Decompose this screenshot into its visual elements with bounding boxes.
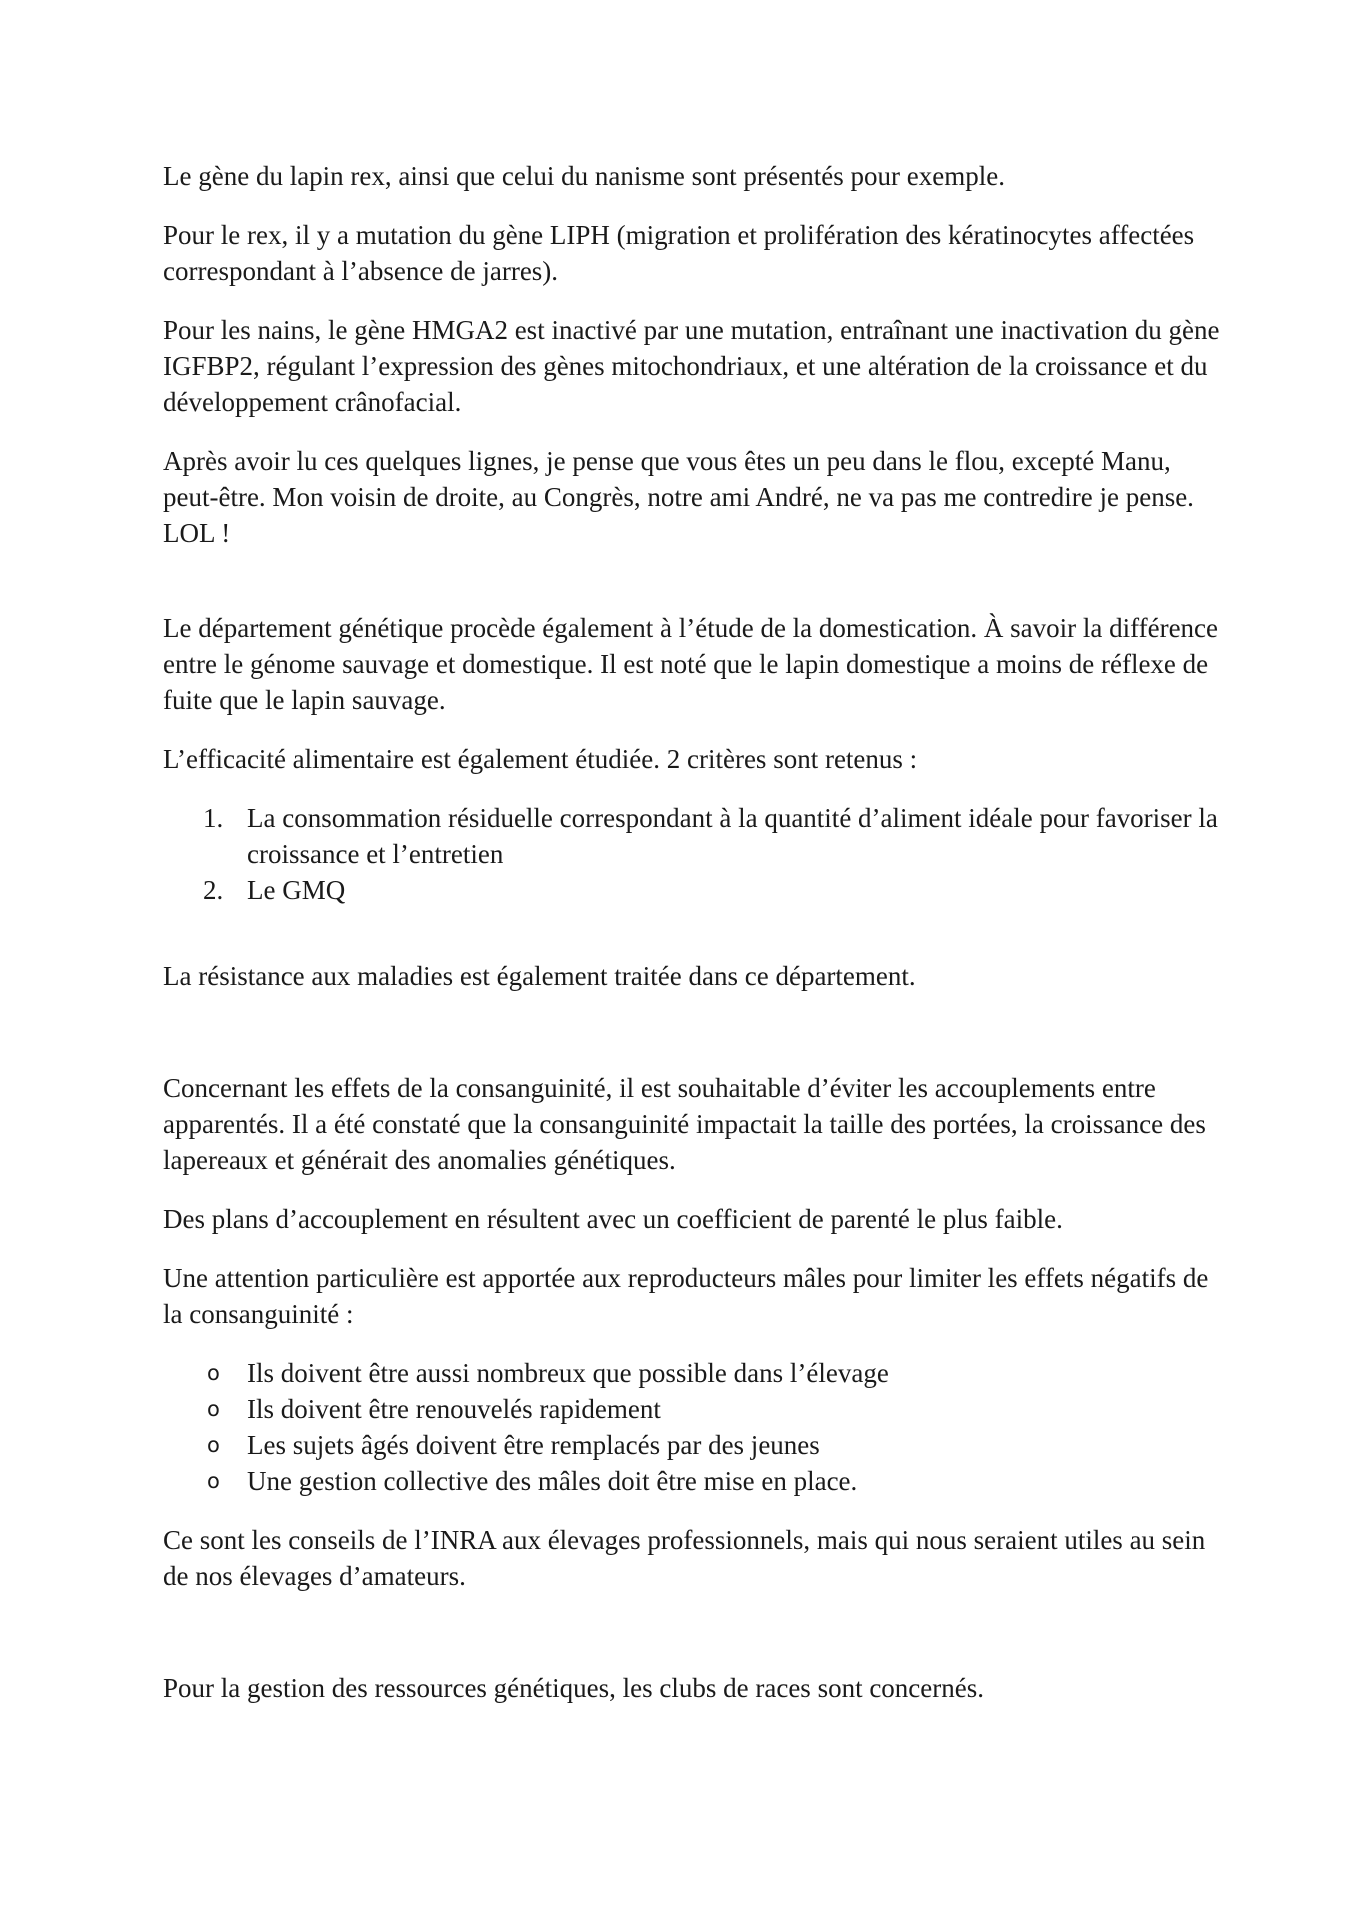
list-item-text: La consommation résiduelle correspondant à la quantité d’aliment idéale pour favoriser la croissance et l’entretien	[247, 803, 1218, 869]
criteria-list	[163, 800, 1223, 908]
list-item	[163, 1463, 1223, 1499]
list-number: 1.	[203, 803, 224, 833]
paragraph-male-breeders: Une attention particulière est apportée aux reproducteurs mâles pour limiter les effets négatifs de la consanguinité :	[163, 1263, 1209, 1329]
paragraph-rex-liph: Pour le rex, il y a mutation du gène LIPH (migration et prolifération des kératinocytes affectées correspondant à l’absence de jarres).	[163, 220, 1195, 286]
bullet-circle-icon: o	[207, 1469, 220, 1493]
paragraph-disease-resistance: La résistance aux maladies est également traitée dans ce département.	[163, 961, 916, 991]
bullet-circle-icon: o	[207, 1433, 220, 1457]
list-item-text: Ils doivent être renouvelés rapidement	[247, 1394, 661, 1424]
paragraph-feed-efficiency: L’efficacité alimentaire est également étudiée. 2 critères sont retenus :	[163, 744, 918, 774]
list-item	[163, 1355, 1223, 1391]
bullet-circle-icon: o	[207, 1397, 220, 1421]
paragraph-mating-plans: Des plans d’accouplement en résultent avec un coefficient de parenté le plus faible.	[163, 1204, 1063, 1234]
list-item-text: Ils doivent être aussi nombreux que possible dans l’élevage	[247, 1358, 889, 1388]
paragraph-rex-dwarf-intro: Le gène du lapin rex, ainsi que celui du nanisme sont présentés pour exemple.	[163, 161, 1005, 191]
paragraph-domestication: Le département génétique procède également à l’étude de la domestication. À savoir la différence entre le génome sauvage et domestique. Il est noté que le lapin domestique a moins de réflexe de fuite que le lapin sauvage.	[163, 613, 1219, 715]
document-body	[163, 158, 1223, 1729]
paragraph-inra-advice: Ce sont les conseils de l’INRA aux élevages professionnels, mais qui nous seraient utiles au sein de nos élevages d’amateurs.	[163, 1525, 1206, 1591]
paragraph-dwarf-hmga2: Pour les nains, le gène HMGA2 est inactivé par une mutation, entraînant une inactivation du gène IGFBP2, régulant l’expression des gènes mitochondriaux, et une altération de la croissance et du développement crânofacial.	[163, 315, 1220, 417]
bullet-circle-icon: o	[207, 1361, 220, 1385]
list-item-text: Les sujets âgés doivent être remplacés par des jeunes	[247, 1430, 820, 1460]
list-item	[163, 1427, 1223, 1463]
list-number: 2.	[203, 875, 224, 905]
paragraph-genetic-resources: Pour la gestion des ressources génétiques, les clubs de races sont concernés.	[163, 1673, 985, 1703]
paragraph-inbreeding: Concernant les effets de la consanguinité, il est souhaitable d’éviter les accouplements entre apparentés. Il a été constaté que la consanguinité impactait la taille des portées, la croissance des lapereaux et générait des anomalies génétiques.	[163, 1073, 1206, 1175]
list-item	[163, 872, 1223, 908]
list-item-text: Une gestion collective des mâles doit être mise en place.	[247, 1466, 858, 1496]
list-item	[163, 800, 1223, 872]
paragraph-reader-aside: Après avoir lu ces quelques lignes, je pense que vous êtes un peu dans le flou, excepté Manu, peut-être. Mon voisin de droite, au Congrès, notre ami André, ne va pas me contredire je pense. LOL !	[163, 446, 1194, 548]
list-item-text: Le GMQ	[247, 875, 346, 905]
male-recommendations-list	[163, 1355, 1223, 1499]
list-item	[163, 1391, 1223, 1427]
